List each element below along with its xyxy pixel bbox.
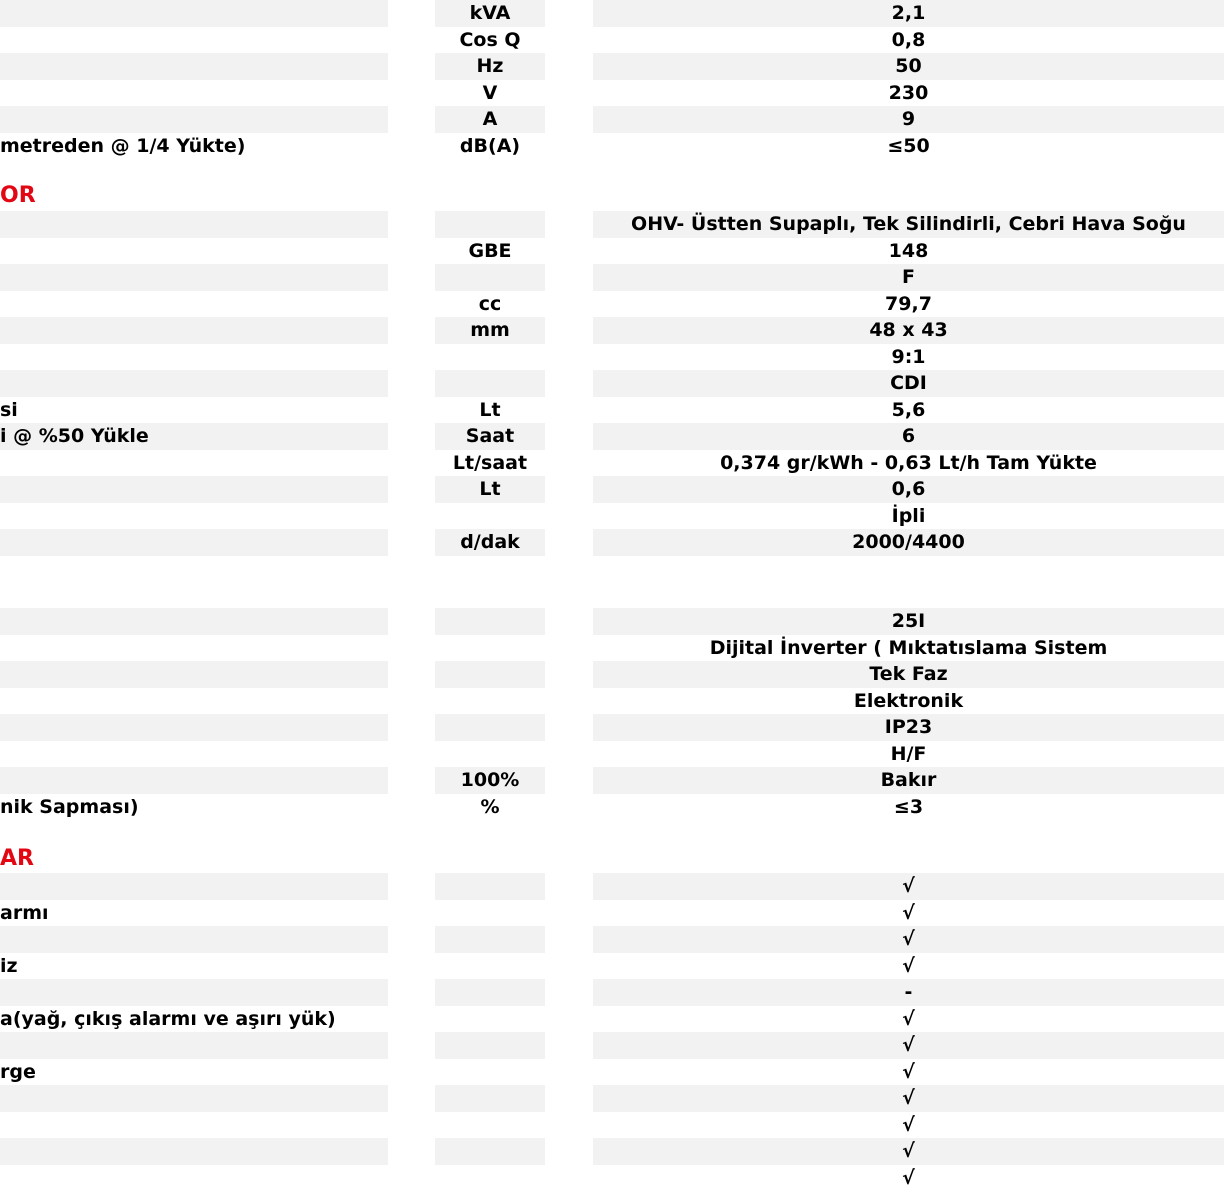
spec-value: 48 x 43 — [593, 317, 1224, 344]
spec-value: √ — [593, 900, 1224, 927]
spec-value: 25I — [593, 608, 1224, 635]
spec-label — [0, 0, 388, 27]
spec-label — [0, 767, 388, 794]
spec-value: 50 — [593, 53, 1224, 80]
spec-value: - — [593, 979, 1224, 1006]
spec-value: 2000/4400 — [593, 529, 1224, 556]
spec-value: 0,8 — [593, 27, 1224, 54]
spec-unit — [435, 953, 545, 980]
spec-value: 0,374 gr/kWh - 0,63 Lt/h Tam Yükte — [593, 450, 1224, 477]
alternator-spec-row — [0, 794, 1224, 821]
features-spec-row — [0, 979, 1224, 1006]
spec-unit: V — [435, 80, 545, 107]
alternator-spec-row — [0, 741, 1224, 768]
spec-unit — [435, 1006, 545, 1033]
spec-value: Tek Faz — [593, 661, 1224, 688]
section-title-features: AR — [0, 844, 34, 874]
spec-unit — [435, 1085, 545, 1112]
spec-value: 0,6 — [593, 476, 1224, 503]
spec-value: CDI — [593, 370, 1224, 397]
features-spec-row — [0, 1059, 1224, 1086]
spec-label — [0, 741, 388, 768]
spec-unit — [435, 1032, 545, 1059]
features-spec-row — [0, 873, 1224, 900]
spec-label — [0, 926, 388, 953]
spec-value: √ — [593, 1085, 1224, 1112]
spec-unit: Cos Q — [435, 27, 545, 54]
spec-label — [0, 211, 388, 238]
spec-value: OHV- Üstten Supaplı, Tek Silindirli, Cebri Hava Soğu — [593, 211, 1224, 238]
spec-value: √ — [593, 1059, 1224, 1086]
spec-unit: Hz — [435, 53, 545, 80]
spec-label — [0, 714, 388, 741]
spec-value: √ — [593, 1165, 1224, 1191]
spec-label — [0, 80, 388, 107]
spec-unit — [435, 714, 545, 741]
spec-unit — [435, 741, 545, 768]
spec-unit — [435, 979, 545, 1006]
spec-value: Dijital İnverter ( Mıktatıslama Sistem — [593, 635, 1224, 662]
spec-label — [0, 27, 388, 54]
spec-unit: 100% — [435, 767, 545, 794]
spec-label: si — [0, 397, 388, 424]
generator-spec-row — [0, 133, 1224, 160]
generator-spec-row — [0, 0, 1224, 27]
spec-unit: kVA — [435, 0, 545, 27]
spec-unit: dB(A) — [435, 133, 545, 160]
spec-label — [0, 317, 388, 344]
features-spec-row — [0, 926, 1224, 953]
spec-unit — [435, 370, 545, 397]
features-spec-row — [0, 1006, 1224, 1033]
spec-label — [0, 635, 388, 662]
spec-value: √ — [593, 1138, 1224, 1165]
alternator-spec-row — [0, 661, 1224, 688]
motor-spec-row — [0, 291, 1224, 318]
spec-unit — [435, 211, 545, 238]
spec-unit: cc — [435, 291, 545, 318]
spec-value: 6 — [593, 423, 1224, 450]
spec-label — [0, 688, 388, 715]
spec-value: IP23 — [593, 714, 1224, 741]
motor-spec-row — [0, 397, 1224, 424]
generator-spec-row — [0, 27, 1224, 54]
spec-label — [0, 1165, 388, 1191]
spec-label: rge — [0, 1059, 388, 1086]
spec-unit — [435, 264, 545, 291]
spec-value: √ — [593, 926, 1224, 953]
spec-unit: d/dak — [435, 529, 545, 556]
spec-label — [0, 873, 388, 900]
spec-unit: mm — [435, 317, 545, 344]
spec-label — [0, 1085, 388, 1112]
spec-unit — [435, 608, 545, 635]
spec-label — [0, 608, 388, 635]
alternator-spec-row — [0, 714, 1224, 741]
spec-unit — [435, 661, 545, 688]
generator-spec-row — [0, 106, 1224, 133]
spec-label — [0, 238, 388, 265]
features-spec-row — [0, 1085, 1224, 1112]
spec-unit — [435, 1059, 545, 1086]
spec-label — [0, 106, 388, 133]
spec-unit — [435, 344, 545, 371]
spec-unit: Saat — [435, 423, 545, 450]
spec-label — [0, 979, 388, 1006]
spec-label — [0, 370, 388, 397]
generator-spec-row — [0, 53, 1224, 80]
spec-value: 148 — [593, 238, 1224, 265]
motor-spec-row — [0, 370, 1224, 397]
spec-value: 2,1 — [593, 0, 1224, 27]
spec-label — [0, 1032, 388, 1059]
spec-value: İpli — [593, 503, 1224, 530]
spec-value: 9 — [593, 106, 1224, 133]
spec-label: iz — [0, 953, 388, 980]
features-spec-row — [0, 1032, 1224, 1059]
spec-unit — [435, 900, 545, 927]
motor-spec-row — [0, 238, 1224, 265]
features-spec-row — [0, 1165, 1224, 1191]
section-title-motor: OR — [0, 181, 36, 211]
spec-label: a(yağ, çıkış alarmı ve aşırı yük) — [0, 1006, 388, 1033]
spec-label — [0, 503, 388, 530]
spec-unit: % — [435, 794, 545, 821]
motor-spec-row — [0, 529, 1224, 556]
motor-spec-row — [0, 423, 1224, 450]
spec-label — [0, 291, 388, 318]
features-spec-row — [0, 900, 1224, 927]
spec-label: armı — [0, 900, 388, 927]
spec-unit: Lt/saat — [435, 450, 545, 477]
spec-value: Bakır — [593, 767, 1224, 794]
spec-label — [0, 264, 388, 291]
spec-value: √ — [593, 1006, 1224, 1033]
spec-unit — [435, 1112, 545, 1139]
spec-label — [0, 344, 388, 371]
spec-label: i @ %50 Yükle — [0, 423, 388, 450]
spec-value: 9:1 — [593, 344, 1224, 371]
spec-label — [0, 450, 388, 477]
spec-label — [0, 1138, 388, 1165]
spec-value: Elektronik — [593, 688, 1224, 715]
spec-unit — [435, 1165, 545, 1191]
spec-value: ≤3 — [593, 794, 1224, 821]
spec-label — [0, 1112, 388, 1139]
alternator-spec-row — [0, 635, 1224, 662]
motor-spec-row — [0, 264, 1224, 291]
motor-spec-row — [0, 344, 1224, 371]
spec-value: √ — [593, 953, 1224, 980]
spec-label — [0, 53, 388, 80]
motor-spec-row — [0, 476, 1224, 503]
spec-unit: GBE — [435, 238, 545, 265]
spec-value: 5,6 — [593, 397, 1224, 424]
spec-unit: A — [435, 106, 545, 133]
spec-unit — [435, 926, 545, 953]
alternator-spec-row — [0, 767, 1224, 794]
features-spec-row — [0, 1112, 1224, 1139]
spec-unit — [435, 503, 545, 530]
spec-label: nik Sapması) — [0, 794, 388, 821]
spec-label: metreden @ 1/4 Yükte) — [0, 133, 388, 160]
motor-spec-row — [0, 450, 1224, 477]
spec-unit — [435, 873, 545, 900]
spec-unit — [435, 635, 545, 662]
spec-value: √ — [593, 1032, 1224, 1059]
generator-spec-row — [0, 80, 1224, 107]
features-spec-row — [0, 953, 1224, 980]
features-spec-row — [0, 1138, 1224, 1165]
alternator-spec-row — [0, 608, 1224, 635]
motor-spec-row — [0, 503, 1224, 530]
spec-value: 79,7 — [593, 291, 1224, 318]
spec-value: 230 — [593, 80, 1224, 107]
spec-unit — [435, 688, 545, 715]
spec-value: F — [593, 264, 1224, 291]
spec-value: √ — [593, 1112, 1224, 1139]
spec-label — [0, 529, 388, 556]
spec-label — [0, 661, 388, 688]
spec-unit: Lt — [435, 397, 545, 424]
spec-value: ≤50 — [593, 133, 1224, 160]
spec-unit — [435, 1138, 545, 1165]
spec-label — [0, 476, 388, 503]
spec-value: H/F — [593, 741, 1224, 768]
motor-spec-row — [0, 211, 1224, 238]
alternator-spec-row — [0, 688, 1224, 715]
motor-spec-row — [0, 317, 1224, 344]
spec-unit: Lt — [435, 476, 545, 503]
spec-value: √ — [593, 873, 1224, 900]
